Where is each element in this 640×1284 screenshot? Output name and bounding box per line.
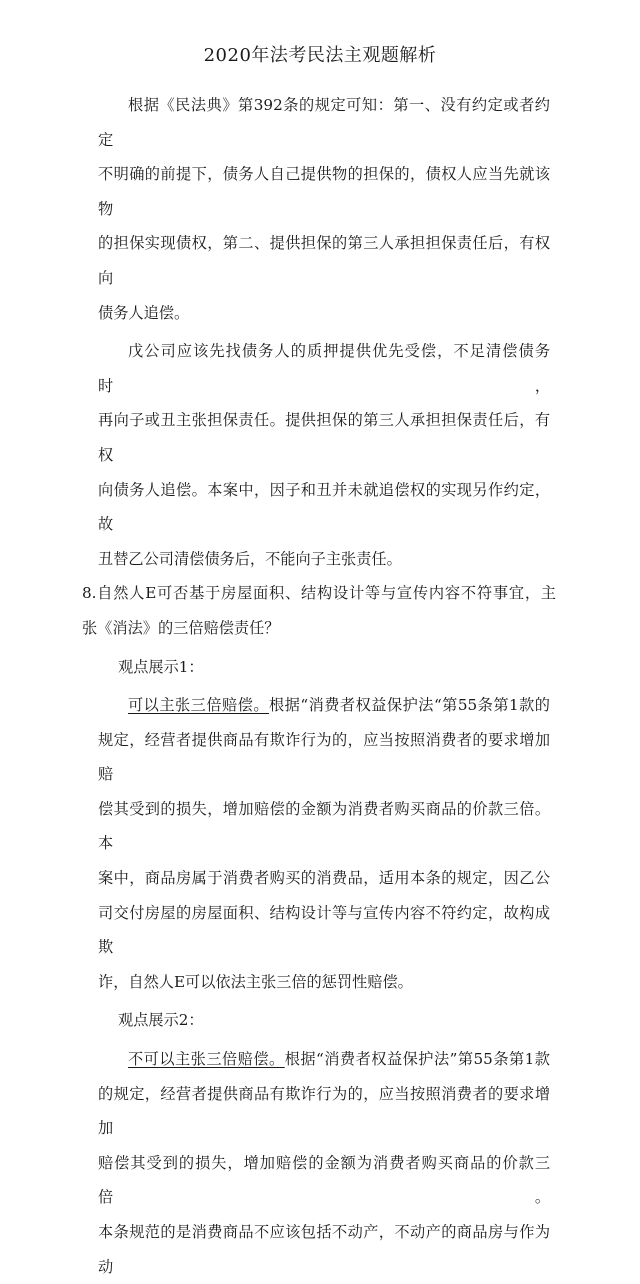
view-2-heading: 观点展示2： <box>118 1011 204 1030</box>
view-1-line1-rest: 根据“消费者权益保护法“第55条第1款的 <box>269 696 550 715</box>
text-line: 再向子或丑主张担保责任。提供担保的第三人承担担保责任后，有权 <box>98 411 550 464</box>
text-line: 赔偿其受到的损失，增加赔偿的金额为消费者购买商品的价款三倍。 <box>98 1153 550 1207</box>
text-line: 规定，经营者提供商品有欺诈行为的，应当按照消费者的要求增加赔 <box>98 730 550 784</box>
paragraph-article-392 <box>98 88 550 330</box>
text-line: 丑替乙公司清偿债务后，不能向子主张责任。 <box>98 549 402 568</box>
view-1-heading: 观点展示1： <box>118 657 204 676</box>
document-body <box>82 88 556 1284</box>
text-line: 本条规范的是消费商品不应该包括不动产，不动产的商品房与作为动 <box>98 1223 550 1276</box>
view-2-paragraph <box>98 1042 550 1284</box>
view-2-line1-rest: 根据“消费者权益保护法”第55条第1款 <box>284 1050 550 1069</box>
text-line: 偿其受到的损失，增加赔偿的金额为消费者购买商品的价款三倍。本 <box>98 799 550 853</box>
question-line: 8.自然人E可否基于房屋面积、结构设计等与宣传内容不符事宜，主 <box>82 584 556 603</box>
question-8 <box>82 576 556 645</box>
text-line: 的担保实现债权，第二、提供担保的第三人承担担保责任后，有权向 <box>98 234 550 287</box>
text-line: 诈，自然人E可以依法主张三倍的惩罚性赔偿。 <box>98 972 413 991</box>
view-2-conclusion: 不可以主张三倍赔偿。 <box>128 1050 285 1069</box>
text-line: 根据《民法典》第392条的规定可知：第一、没有约定或者约定 <box>98 96 550 149</box>
text-line <box>98 1042 550 1077</box>
page-title: 2020年法考民法主观题解析 <box>203 45 437 66</box>
view-1-paragraph <box>98 688 550 999</box>
text-line <box>98 688 550 723</box>
paragraph-analysis <box>98 334 550 576</box>
text-line: 戊公司应该先找债务人的质押提供优先受偿，不足清偿债务时， <box>98 342 550 395</box>
text-line: 案中，商品房属于消费者购买的消费品，适用本条的规定，因乙公 <box>98 869 550 888</box>
text-line: 不明确的前提下，债务人自己提供物的担保的，债权人应当先就该物 <box>98 165 550 218</box>
text-line: 向债务人追偿。本案中，因子和丑并未就追偿权的实现另作约定，故 <box>98 480 550 534</box>
text-line: 债务人追偿。 <box>98 303 190 322</box>
text-line: 司交付房屋的房屋面积、结构设计等与宣传内容不符约定，故构成欺 <box>98 903 550 957</box>
question-line: 张《消法》的三倍赔偿责任？ <box>82 618 280 637</box>
view-1-conclusion: 可以主张三倍赔偿。 <box>128 696 270 715</box>
text-line: 的规定，经营者提供商品有欺诈行为的，应当按照消费者的要求增加 <box>98 1084 550 1138</box>
